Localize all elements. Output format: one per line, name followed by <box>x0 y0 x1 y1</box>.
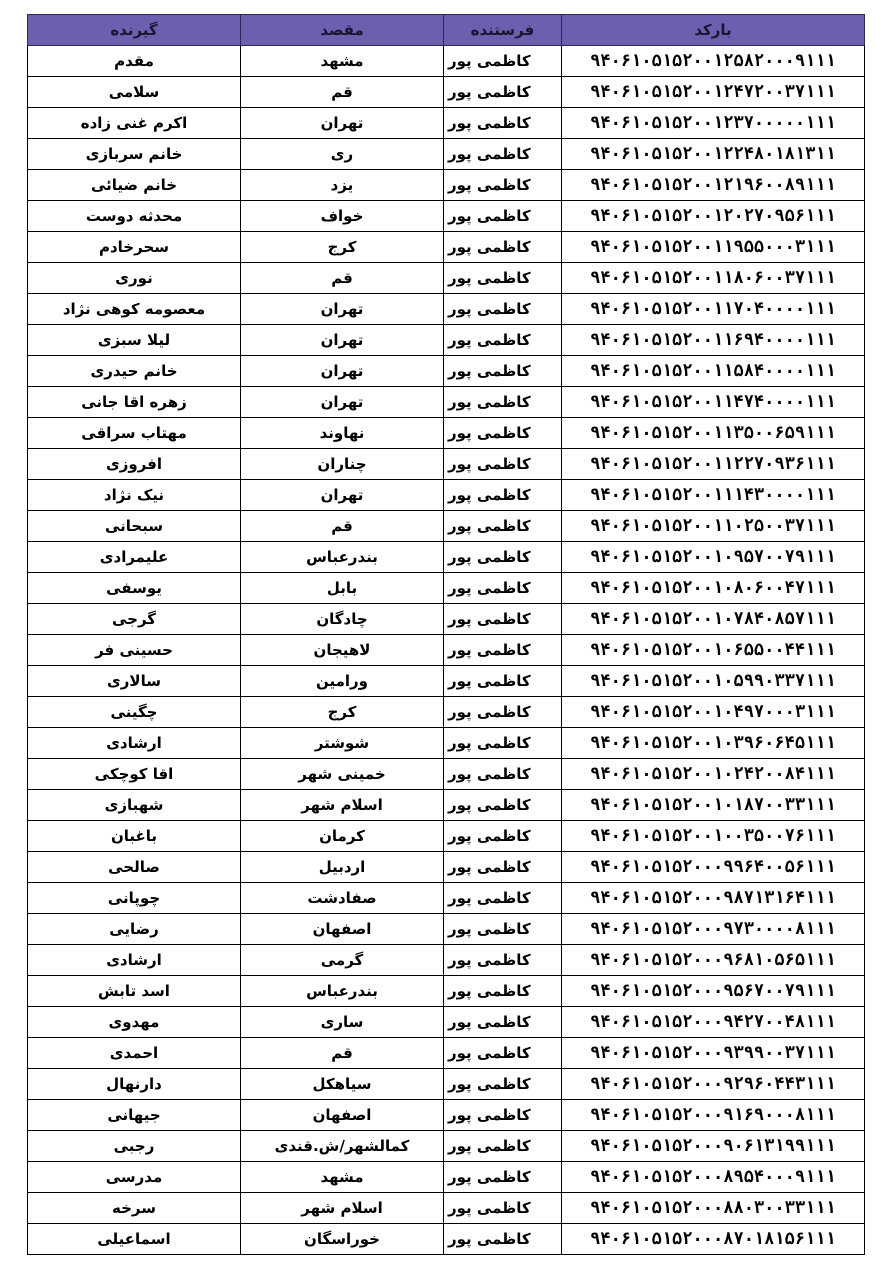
receiver-cell: رضایی <box>28 914 241 945</box>
barcode-cell: ۹۴۰۶۱۰۵۱۵۲۰۰۰۹۵۶۷۰۰۷۹۱۱۱ <box>562 976 865 1007</box>
destination-cell: قم <box>241 511 444 542</box>
sender-cell: کاظمی پور <box>444 170 562 201</box>
barcode-cell: ۹۴۰۶۱۰۵۱۵۲۰۰۱۰۲۴۲۰۰۸۴۱۱۱ <box>562 759 865 790</box>
barcode-cell: ۹۴۰۶۱۰۵۱۵۲۰۰۰۹۹۶۴۰۰۵۶۱۱۱ <box>562 852 865 883</box>
destination-cell: قم <box>241 263 444 294</box>
table-row <box>28 77 865 108</box>
destination-cell: تهران <box>241 294 444 325</box>
destination-cell: خمینی شهر <box>241 759 444 790</box>
sender-cell: کاظمی پور <box>444 604 562 635</box>
sender-cell: کاظمی پور <box>444 1224 562 1255</box>
barcode-cell: ۹۴۰۶۱۰۵۱۵۲۰۰۱۱۹۵۵۰۰۰۳۱۱۱ <box>562 232 865 263</box>
sender-cell: کاظمی پور <box>444 573 562 604</box>
barcode-cell: ۹۴۰۶۱۰۵۱۵۲۰۰۰۹۶۸۱۰۵۶۵۱۱۱ <box>562 945 865 976</box>
destination-cell: سیاهکل <box>241 1069 444 1100</box>
receiver-cell: باغبان <box>28 821 241 852</box>
destination-cell: تهران <box>241 480 444 511</box>
table-row <box>28 883 865 914</box>
barcode-cell: ۹۴۰۶۱۰۵۱۵۲۰۰۰۸۷۰۱۸۱۵۶۱۱۱ <box>562 1224 865 1255</box>
table-row <box>28 511 865 542</box>
receiver-cell: افروزی <box>28 449 241 480</box>
barcode-cell: ۹۴۰۶۱۰۵۱۵۲۰۰۰۸۹۵۴۰۰۰۹۱۱۱ <box>562 1162 865 1193</box>
receiver-cell: اقا کوچکی <box>28 759 241 790</box>
destination-cell: صفادشت <box>241 883 444 914</box>
table-row <box>28 914 865 945</box>
barcode-cell: ۹۴۰۶۱۰۵۱۵۲۰۰۱۰۴۹۷۰۰۰۳۱۱۱ <box>562 697 865 728</box>
barcode-cell: ۹۴۰۶۱۰۵۱۵۲۰۰۱۱۶۹۴۰۰۰۰۱۱۱ <box>562 325 865 356</box>
destination-cell: قم <box>241 1038 444 1069</box>
sender-cell: کاظمی پور <box>444 356 562 387</box>
table-row <box>28 1193 865 1224</box>
receiver-cell: خانم ضیائی <box>28 170 241 201</box>
barcode-cell: ۹۴۰۶۱۰۵۱۵۲۰۰۰۹۰۶۱۳۱۹۹۱۱۱ <box>562 1131 865 1162</box>
destination-cell: اردبیل <box>241 852 444 883</box>
barcode-cell: ۹۴۰۶۱۰۵۱۵۲۰۰۰۹۳۹۹۰۰۳۷۱۱۱ <box>562 1038 865 1069</box>
shipment-table <box>27 14 865 1255</box>
receiver-cell: سبحانی <box>28 511 241 542</box>
destination-cell: بابل <box>241 573 444 604</box>
table-row <box>28 635 865 666</box>
receiver-cell: رجبی <box>28 1131 241 1162</box>
receiver-cell: علیمرادی <box>28 542 241 573</box>
barcode-cell: ۹۴۰۶۱۰۵۱۵۲۰۰۱۱۰۲۵۰۰۳۷۱۱۱ <box>562 511 865 542</box>
sender-cell: کاظمی پور <box>444 945 562 976</box>
receiver-cell: محدثه دوست <box>28 201 241 232</box>
barcode-cell: ۹۴۰۶۱۰۵۱۵۲۰۰۱۱۷۰۴۰۰۰۰۱۱۱ <box>562 294 865 325</box>
receiver-cell: نوری <box>28 263 241 294</box>
sender-cell: کاظمی پور <box>444 852 562 883</box>
table-row <box>28 821 865 852</box>
receiver-cell: اسماعیلی <box>28 1224 241 1255</box>
receiver-cell: مهتاب سراقی <box>28 418 241 449</box>
barcode-cell: ۹۴۰۶۱۰۵۱۵۲۰۰۰۹۸۷۱۳۱۶۴۱۱۱ <box>562 883 865 914</box>
receiver-cell: حسینی فر <box>28 635 241 666</box>
barcode-cell: ۹۴۰۶۱۰۵۱۵۲۰۰۱۰۸۰۶۰۰۴۷۱۱۱ <box>562 573 865 604</box>
receiver-cell: زهره اقا جانی <box>28 387 241 418</box>
barcode-cell: ۹۴۰۶۱۰۵۱۵۲۰۰۱۰۳۹۶۰۶۴۵۱۱۱ <box>562 728 865 759</box>
barcode-cell: ۹۴۰۶۱۰۵۱۵۲۰۰۱۲۳۷۰۰۰۰۰۱۱۱ <box>562 108 865 139</box>
barcode-cell: ۹۴۰۶۱۰۵۱۵۲۰۰۱۲۱۹۶۰۰۸۹۱۱۱ <box>562 170 865 201</box>
barcode-cell: ۹۴۰۶۱۰۵۱۵۲۰۰۱۰۱۸۷۰۰۳۳۱۱۱ <box>562 790 865 821</box>
barcode-cell: ۹۴۰۶۱۰۵۱۵۲۰۰۱۱۸۰۶۰۰۳۷۱۱۱ <box>562 263 865 294</box>
destination-cell: کرج <box>241 697 444 728</box>
table-row <box>28 852 865 883</box>
table-row <box>28 139 865 170</box>
column-header-sender: فرستنده <box>444 15 562 46</box>
barcode-cell: ۹۴۰۶۱۰۵۱۵۲۰۰۱۲۰۲۷۰۹۵۶۱۱۱ <box>562 201 865 232</box>
sender-cell: کاظمی پور <box>444 139 562 170</box>
destination-cell: اصفهان <box>241 914 444 945</box>
destination-cell: بندرعباس <box>241 542 444 573</box>
sender-cell: کاظمی پور <box>444 697 562 728</box>
sender-cell: کاظمی پور <box>444 325 562 356</box>
barcode-cell: ۹۴۰۶۱۰۵۱۵۲۰۰۱۲۵۸۲۰۰۰۹۱۱۱ <box>562 46 865 77</box>
receiver-cell: سرخه <box>28 1193 241 1224</box>
header-row <box>28 15 865 46</box>
sender-cell: کاظمی پور <box>444 635 562 666</box>
sender-cell: کاظمی پور <box>444 108 562 139</box>
receiver-cell: معصومه کوهی نژاد <box>28 294 241 325</box>
table-row <box>28 697 865 728</box>
receiver-cell: یوسفی <box>28 573 241 604</box>
destination-cell: خواف <box>241 201 444 232</box>
receiver-cell: احمدی <box>28 1038 241 1069</box>
table-row <box>28 449 865 480</box>
barcode-cell: ۹۴۰۶۱۰۵۱۵۲۰۰۱۰۷۸۴۰۸۵۷۱۱۱ <box>562 604 865 635</box>
destination-cell: چناران <box>241 449 444 480</box>
table-row <box>28 666 865 697</box>
receiver-cell: چوپانی <box>28 883 241 914</box>
sender-cell: کاظمی پور <box>444 1007 562 1038</box>
sender-cell: کاظمی پور <box>444 232 562 263</box>
destination-cell: اصفهان <box>241 1100 444 1131</box>
sender-cell: کاظمی پور <box>444 821 562 852</box>
destination-cell: مشهد <box>241 46 444 77</box>
column-header-barcode: بارکد <box>562 15 865 46</box>
destination-cell: تهران <box>241 108 444 139</box>
column-header-destination: مقصد <box>241 15 444 46</box>
table-row <box>28 542 865 573</box>
table-row <box>28 976 865 1007</box>
sender-cell: کاظمی پور <box>444 1162 562 1193</box>
barcode-cell: ۹۴۰۶۱۰۵۱۵۲۰۰۱۰۹۵۷۰۰۷۹۱۱۱ <box>562 542 865 573</box>
barcode-cell: ۹۴۰۶۱۰۵۱۵۲۰۰۱۱۱۴۳۰۰۰۰۱۱۱ <box>562 480 865 511</box>
table-row <box>28 294 865 325</box>
receiver-cell: خانم حیدری <box>28 356 241 387</box>
sender-cell: کاظمی پور <box>444 449 562 480</box>
table-row <box>28 263 865 294</box>
receiver-cell: صالحی <box>28 852 241 883</box>
destination-cell: اسلام شهر <box>241 790 444 821</box>
table-row <box>28 1069 865 1100</box>
destination-cell: تهران <box>241 325 444 356</box>
barcode-cell: ۹۴۰۶۱۰۵۱۵۲۰۰۰۸۸۰۳۰۰۳۳۱۱۱ <box>562 1193 865 1224</box>
column-header-receiver: گیرنده <box>28 15 241 46</box>
table-row <box>28 1162 865 1193</box>
destination-cell: نهاوند <box>241 418 444 449</box>
sender-cell: کاظمی پور <box>444 418 562 449</box>
table-row <box>28 356 865 387</box>
table-row <box>28 759 865 790</box>
receiver-cell: سالاری <box>28 666 241 697</box>
destination-cell: ساری <box>241 1007 444 1038</box>
receiver-cell: گرجی <box>28 604 241 635</box>
barcode-cell: ۹۴۰۶۱۰۵۱۵۲۰۰۱۱۵۸۴۰۰۰۰۱۱۱ <box>562 356 865 387</box>
receiver-cell: ارشادی <box>28 728 241 759</box>
table-row <box>28 945 865 976</box>
table-row <box>28 1038 865 1069</box>
receiver-cell: مقدم <box>28 46 241 77</box>
destination-cell: خوراسگان <box>241 1224 444 1255</box>
receiver-cell: سلامی <box>28 77 241 108</box>
barcode-cell: ۹۴۰۶۱۰۵۱۵۲۰۰۱۰۵۹۹۰۳۳۷۱۱۱ <box>562 666 865 697</box>
barcode-cell: ۹۴۰۶۱۰۵۱۵۲۰۰۱۱۴۷۴۰۰۰۰۱۱۱ <box>562 387 865 418</box>
receiver-cell: خانم سربازی <box>28 139 241 170</box>
receiver-cell: دارنهال <box>28 1069 241 1100</box>
table-row <box>28 1007 865 1038</box>
sender-cell: کاظمی پور <box>444 480 562 511</box>
sender-cell: کاظمی پور <box>444 1038 562 1069</box>
sender-cell: کاظمی پور <box>444 976 562 1007</box>
table-row <box>28 728 865 759</box>
destination-cell: مشهد <box>241 1162 444 1193</box>
table-row <box>28 1131 865 1162</box>
table-row <box>28 790 865 821</box>
destination-cell: قم <box>241 77 444 108</box>
table-row <box>28 418 865 449</box>
receiver-cell: شهبازی <box>28 790 241 821</box>
receiver-cell: مدرسی <box>28 1162 241 1193</box>
sender-cell: کاظمی پور <box>444 294 562 325</box>
destination-cell: بندرعباس <box>241 976 444 1007</box>
sender-cell: کاظمی پور <box>444 759 562 790</box>
destination-cell: ورامین <box>241 666 444 697</box>
destination-cell: کمالشهر/ش.قندی <box>241 1131 444 1162</box>
destination-cell: کرج <box>241 232 444 263</box>
destination-cell: چادگان <box>241 604 444 635</box>
sender-cell: کاظمی پور <box>444 511 562 542</box>
table-row <box>28 232 865 263</box>
sender-cell: کاظمی پور <box>444 201 562 232</box>
destination-cell: شوشتر <box>241 728 444 759</box>
table-row <box>28 604 865 635</box>
receiver-cell: اکرم غنی زاده <box>28 108 241 139</box>
table-row <box>28 1224 865 1255</box>
receiver-cell: چگینی <box>28 697 241 728</box>
destination-cell: تهران <box>241 387 444 418</box>
barcode-cell: ۹۴۰۶۱۰۵۱۵۲۰۰۰۹۱۶۹۰۰۰۸۱۱۱ <box>562 1100 865 1131</box>
barcode-cell: ۹۴۰۶۱۰۵۱۵۲۰۰۱۲۴۷۲۰۰۳۷۱۱۱ <box>562 77 865 108</box>
table-row <box>28 46 865 77</box>
table-row <box>28 387 865 418</box>
barcode-cell: ۹۴۰۶۱۰۵۱۵۲۰۰۱۲۲۴۸۰۱۸۱۳۱۱ <box>562 139 865 170</box>
receiver-cell: سحرخادم <box>28 232 241 263</box>
destination-cell: گرمی <box>241 945 444 976</box>
sender-cell: کاظمی پور <box>444 914 562 945</box>
table-row <box>28 170 865 201</box>
destination-cell: تهران <box>241 356 444 387</box>
table-row <box>28 480 865 511</box>
receiver-cell: نیک نژاد <box>28 480 241 511</box>
barcode-cell: ۹۴۰۶۱۰۵۱۵۲۰۰۱۱۳۵۰۰۶۵۹۱۱۱ <box>562 418 865 449</box>
sender-cell: کاظمی پور <box>444 883 562 914</box>
destination-cell: کرمان <box>241 821 444 852</box>
barcode-cell: ۹۴۰۶۱۰۵۱۵۲۰۰۰۹۷۳۰۰۰۰۸۱۱۱ <box>562 914 865 945</box>
barcode-cell: ۹۴۰۶۱۰۵۱۵۲۰۰۰۹۲۹۶۰۴۴۳۱۱۱ <box>562 1069 865 1100</box>
destination-cell: لاهیجان <box>241 635 444 666</box>
barcode-cell: ۹۴۰۶۱۰۵۱۵۲۰۰۰۹۴۲۷۰۰۴۸۱۱۱ <box>562 1007 865 1038</box>
receiver-cell: اسد تابش <box>28 976 241 1007</box>
sender-cell: کاظمی پور <box>444 387 562 418</box>
destination-cell: یزد <box>241 170 444 201</box>
sender-cell: کاظمی پور <box>444 263 562 294</box>
table-row <box>28 325 865 356</box>
sender-cell: کاظمی پور <box>444 1069 562 1100</box>
table-row <box>28 1100 865 1131</box>
sender-cell: کاظمی پور <box>444 1193 562 1224</box>
barcode-cell: ۹۴۰۶۱۰۵۱۵۲۰۰۱۱۲۲۷۰۹۳۶۱۱۱ <box>562 449 865 480</box>
table-row <box>28 573 865 604</box>
sender-cell: کاظمی پور <box>444 542 562 573</box>
barcode-cell: ۹۴۰۶۱۰۵۱۵۲۰۰۱۰۶۵۵۰۰۴۴۱۱۱ <box>562 635 865 666</box>
sender-cell: کاظمی پور <box>444 46 562 77</box>
sender-cell: کاظمی پور <box>444 1131 562 1162</box>
sender-cell: کاظمی پور <box>444 790 562 821</box>
barcode-cell: ۹۴۰۶۱۰۵۱۵۲۰۰۱۰۰۳۵۰۰۷۶۱۱۱ <box>562 821 865 852</box>
receiver-cell: جیهانی <box>28 1100 241 1131</box>
destination-cell: اسلام شهر <box>241 1193 444 1224</box>
sender-cell: کاظمی پور <box>444 1100 562 1131</box>
table-row <box>28 201 865 232</box>
destination-cell: ری <box>241 139 444 170</box>
sender-cell: کاظمی پور <box>444 77 562 108</box>
table-row <box>28 108 865 139</box>
receiver-cell: لیلا سبزی <box>28 325 241 356</box>
receiver-cell: مهدوی <box>28 1007 241 1038</box>
sender-cell: کاظمی پور <box>444 666 562 697</box>
sender-cell: کاظمی پور <box>444 728 562 759</box>
receiver-cell: ارشادی <box>28 945 241 976</box>
